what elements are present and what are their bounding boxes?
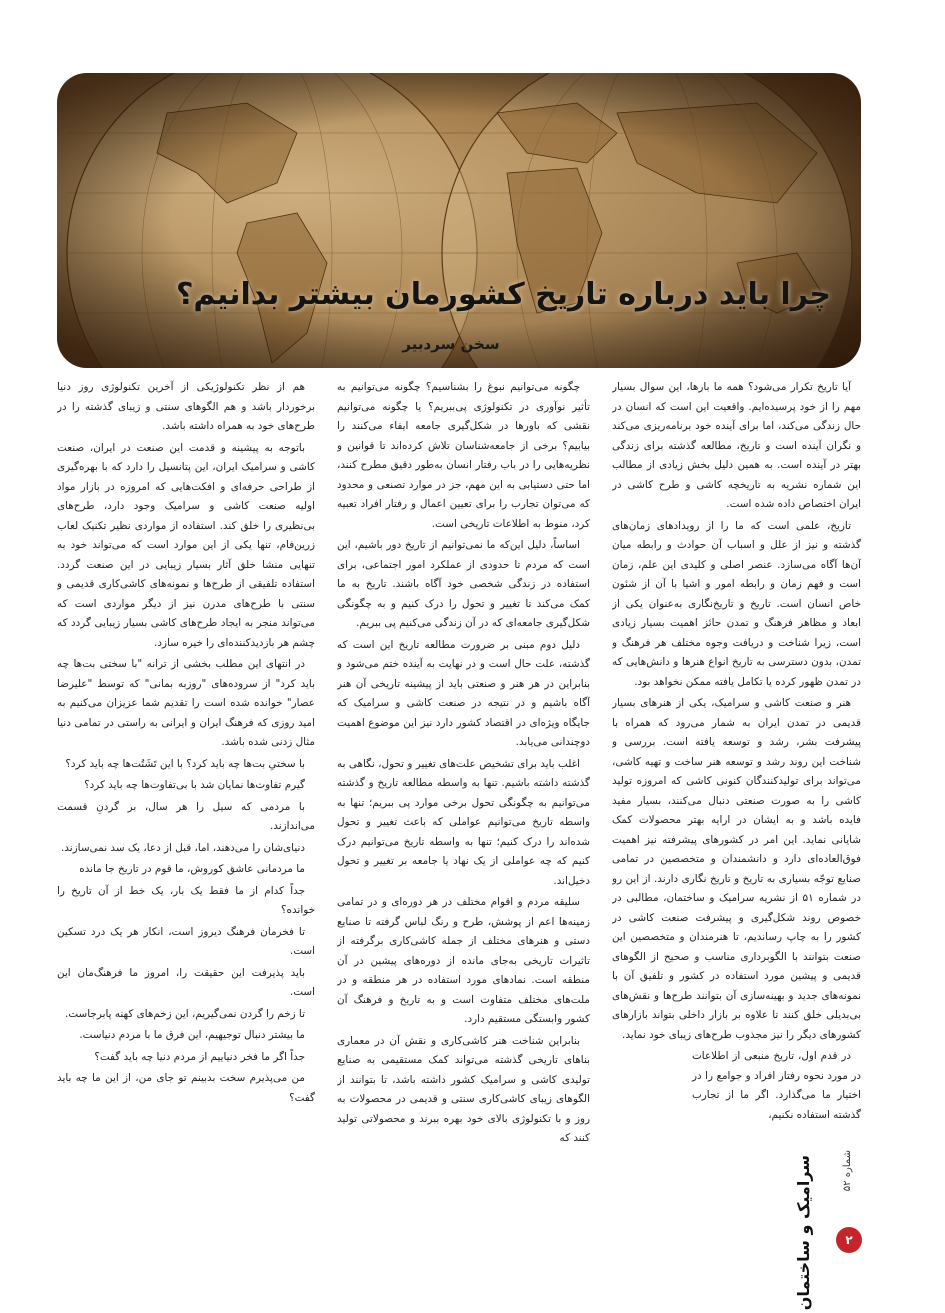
page-number-badge: ۲: [836, 1227, 862, 1253]
poem-line: با مردمی که سیل را هر سال، بر گردنِ قسمت می‌اندازند.: [57, 800, 315, 832]
article-subtitle: سخن سردبیر: [402, 335, 500, 353]
paragraph: چگونه می‌توانیم نبوغ را بشناسیم؟ چگونه می‌توانیم به تأثیر نوآوری در تکنولوژی پی‌ببریم؟ یا چگونه می‌توانیم نقشی که باورها در شکل‌گیری جامعه ایفاء می‌کنند را بیابیم؟ برخی از جامعه‌شناسان تلاش کرده‌اند تا قوانین و نظریه‌هایی را در باب رفتار انسان به‌طور دقیق مطرح کنند، اما حتی دستیابی به این مهم، جز در موارد تصنعی و محدود که می‌توان تجارب را برای تعیین اعمال و رفتار افراد تعبیه کرد، منوط به اطلاعات تاریخی است.: [337, 381, 590, 530]
text-column-right: [612, 378, 861, 1258]
poem-line: با سختیِ بت‌ها چه باید کرد؟ با این تَشَتُت‌ها چه باید کرد؟: [65, 757, 305, 770]
paragraph: بنابراین شناخت هنر کاشی‌کاری و نقش آن در معماری بناهای تاریخی گذشته می‌تواند کمک مستقیمی به صنایع تولیدی کاشی و سرامیک کشور داشته باشد، تا بتوانند از الگوهای زیبای کاشی‌کاری سنتی و قدیمی در محصولات به روز و با تکنولوژی بالای خود بهره ببرند و محصولاتی تولید کنند که: [337, 1034, 590, 1144]
poem-line: باید پذیرفت این حقیقت را، امروز ما فرهنگ‌مان این است.: [57, 966, 315, 998]
paragraph: هنر و صنعت کاشی و سرامیک، یکی از هنرهای بسیار قدیمی در تمدن ایران به شمار می‌رود که همراه با پیشرفت بشر، رشد و توسعه یافته است. بررسی و شناخت این روند رشد و توسعه هنر ساخت و تهیه کاشی، می‌تواند برای تولیدکنندگان کنونی کاشی که امروزه تولید کاشی را به صورت صنعتی دنبال می‌کنند، بسیار مفید فایده باشد و به ایشان در ارایه بهتر محصولات کمک شایانی نماید. این امر در کشورهای پیشرفته نیز اهمیت فوق‌العاده‌ای دارد و دانشمندان و متخصصین در تمامی صنایع توجّه بسیاری به تاریخ و تاریخ نگاری دارند. از این رو در شماره ۵۱ از نشریه سرامیک و ساختمان، مطالبی در خصوص روند شکل‌گیری و پیشرفت صنعت کاشی در کشور را به چاپ رساندیم، تا هنرمندان و متخصصین این صنعت بتوانند با الگوبرداری مناسب و صحیح از الگوهای قدیمی و پیشین مورد استفاده در کشور و تلفیق آن با نمونه‌های جدید و بهینه‌سازی آن بتوانند طرح‌ها و نقش‌های بی‌بدیلی خلق کنند تا علاوه بر بازار داخلی بتواند بازارهای کشورهای دیگر را نیز مجذوب طرح‌های زیبای خود نماید.: [612, 697, 861, 1041]
article-title: چرا باید درباره تاریخ کشورمان بیشتر بدانیم؟: [176, 277, 831, 312]
poem-line: ما بیشتر دنبال توجیهیم، این فرق ما با مردم دنیاست.: [79, 1029, 305, 1041]
paragraph: تاریخ، علمی است که ما را از رویدادهای زمان‌های گذشته و نیز از علل و اسباب آن حوادث و رابطه میان آن‌ها آگاه می‌سازد. عنصر اصلی و کلیدی این علم، زمان است و فهم زمان و رابطه امور و اشیا با آن از شئون خاص انسان است. تاریخ و تاریخ‌نگاری به‌عنوان یکی از ابعاد و مظاهر فرهنگ و تمدن حائز اهمیت بسیار زیادی است، زیرا شناخت و دریافت وجوه مختلف هر فرهنگ و تمدن، بدون دسترسی به تاریخ انواع هنرها و دانش‌هایی که در تمدن ظهور کرده یا تکامل یافته ممکن نخواهد بود.: [612, 519, 861, 688]
paragraph: دلیل دوم مبنی بر ضرورت مطالعه تاریخ این است که گذشته، علت حال است و در نهایت به آینده ختم می‌شود و بنابراین در هر هنر و صنعتی باید از پیشینه تاریخی آن هنر آگاه باشیم و در نتیجه در صنعت کاشی و سرامیک که جایگاه ویژه‌ای در اقتصاد کشور دارد نیز این موضوع اهمیت دوچندانی می‌یابد.: [337, 638, 590, 748]
poem-line: تا زخم را گردن نمی‌گیریم، این زخم‌های کهنه پابرجاست.: [65, 1007, 305, 1020]
issue-label: شماره ۵۲: [842, 1150, 853, 1192]
paragraph: اساساً، دلیل این‌که ما نمی‌توانیم از تاریخ دور باشیم، این است که مردم تا حدودی از عملکرد امور اجتماعی، برای استفاده در زندگی شخصی خود آگاه باشند. تاریخ به ما کمک می‌کند تا تغییر و تحول را درک کنیم و به چگونگی شکل‌گیری جامعه‌ای که در آن زندگی می‌کنیم پی ببریم.: [337, 539, 590, 629]
poem-line: جداً کدام از ما فقط یک بار، یک خط از آن تاریخ را خوانده؟: [57, 884, 315, 916]
poem-line: ما مردمانی عاشق کوروش، ما قوم در تاریخ جا مانده: [79, 863, 305, 875]
paragraph: باتوجه به پیشینه و قدمت این صنعت در ایران، صنعت کاشی و سرامیک ایران، این پتانسیل را دارد که با بهره‌گیری از طراحی حرفه‌ای و افکت‌هایی که امروزه در بازار مواد اولیه صنعت کاشی و سرامیک وجود دارد، طرح‌های بی‌نظیری را خلق کند. استفاده از مواردی نظیر تکنیک لعاب زرین‌فام، تنها یکی از این موارد است که می‌تواند خود به تنهایی منشا خلق آثار بسیار زیبایی در این صنعت گردد. استفاده تلفیقی از طرح‌ها و نمونه‌های کاشی‌کاری قدیمی و سنتی با طرح‌های مدرن نیز از دیگر مواردی است که می‌تواند منجر به ایجاد طرح‌های کاشی بسیار زیبایی گردد که چشم هر بازدیدکننده‌ای را خیره سازد.: [57, 441, 315, 649]
text-column-left: [57, 378, 315, 1258]
paragraph: در انتهای این مطلب بخشی از ترانه "با سختی بت‌ها چه باید کرد" از سروده‌های "روزبه بمانی" که توسط "علیرضا عصار" خوانده شده است را تقدیم شما عزیزان می‌کنیم به امید روزی که فرهنگ ایران و ایرانی به راستی در تمامی دنیا مثال زدنی شده باشد.: [57, 658, 315, 748]
magazine-name: سرامیک و ساختمان: [794, 1155, 813, 1311]
paragraph: سلیقه مردم و اقوام مختلف در هر دوره‌ای و در تمامی زمینه‌ها اعم از پوشش، طرح و رنگ لباس گرفته تا صنایع دستی و هنرهای مختلف از جمله کاشی‌کاری برگرفته از تاثیرات تاریخی به‌جای مانده از دوره‌های پیشین در آن منطقه است. نمادهای مورد استفاده در هر منطقه و در ملت‌های مختلف متفاوت است و به تاریخ و فرهنگ آن کشور وابستگی مستقیم دارد.: [337, 896, 590, 1025]
paragraph: اغلب باید برای تشخیص علت‌های تغییر و تحول، نگاهی به گذشته داشته باشیم. تنها به واسطه مطالعه تاریخ و گذشته می‌توانیم به چگونگی تحول برخی موارد پی ببریم؛ تنها به واسطه تاریخ می‌توانیم عواملی که باعث تغییر و تحول شده‌اند را درک کنیم؛ تنها به واسطه تاریخ می‌توانیم درک کنیم که چه عواملی از یک نهاد یا جامعه بر تغییر و تحول دخیل‌اند.: [337, 757, 590, 887]
poem-line: جداً اگر ما فخر دنیاییم از مردم دنیا چه باید گفت؟: [94, 1050, 305, 1063]
text-column-middle: [337, 378, 590, 1258]
poem-line: تا فخرمان فرهنگ دیروز است، انکار هر یک درد تسکین است.: [57, 925, 315, 957]
magazine-logo: [794, 1150, 866, 1311]
poem-line: گیرم تفاوت‌ها نمایان شد با بی‌تفاوت‌ها چه باید کرد؟: [84, 779, 305, 791]
world-map-illustration: [57, 73, 861, 368]
poem-line: دنیای‌شان را می‌دهند، اما، قبل از دعا، یک سد نمی‌سازند.: [60, 841, 305, 854]
paragraph: آیا تاریخ تکرار می‌شود؟ همه ما بارها، این سوال بسیار مهم را از خود پرسیده‌ایم. واقعیت این است که انسان در حال زندگی می‌کند، اما برای آینده خود برنامه‌ریزی می‌کند و نگران آینده است و تاریخ، مطالعه گذشته برای زندگی بهتر در آینده است. به همین دلیل بخش زیادی از مطالب این شماره نشریه به تاریخچه کاشی و طرح کاشی در ایران اختصاص داده شده است.: [612, 381, 861, 510]
paragraph: در قدم اول، تاریخ منبعی از اطلاعات در مورد نحوه رفتار افراد و جوامع را در اختیار ما می‌گذارد. اگر ما از تجارب گذشته استفاده نکنیم،: [692, 1050, 861, 1121]
poem-line: من می‌پذیرم سخت بدبینم تو جای من، از این ما چه باید گفت؟: [57, 1072, 315, 1104]
header-map-banner: [57, 73, 861, 368]
paragraph: هم از نظر تکنولوژیکی از آخرین تکنولوژی روز دنیا برخوردار باشد و هم الگوهای سنتی و زیبای گذشته را در طرح‌های خود به همراه داشته باشد.: [57, 381, 315, 432]
